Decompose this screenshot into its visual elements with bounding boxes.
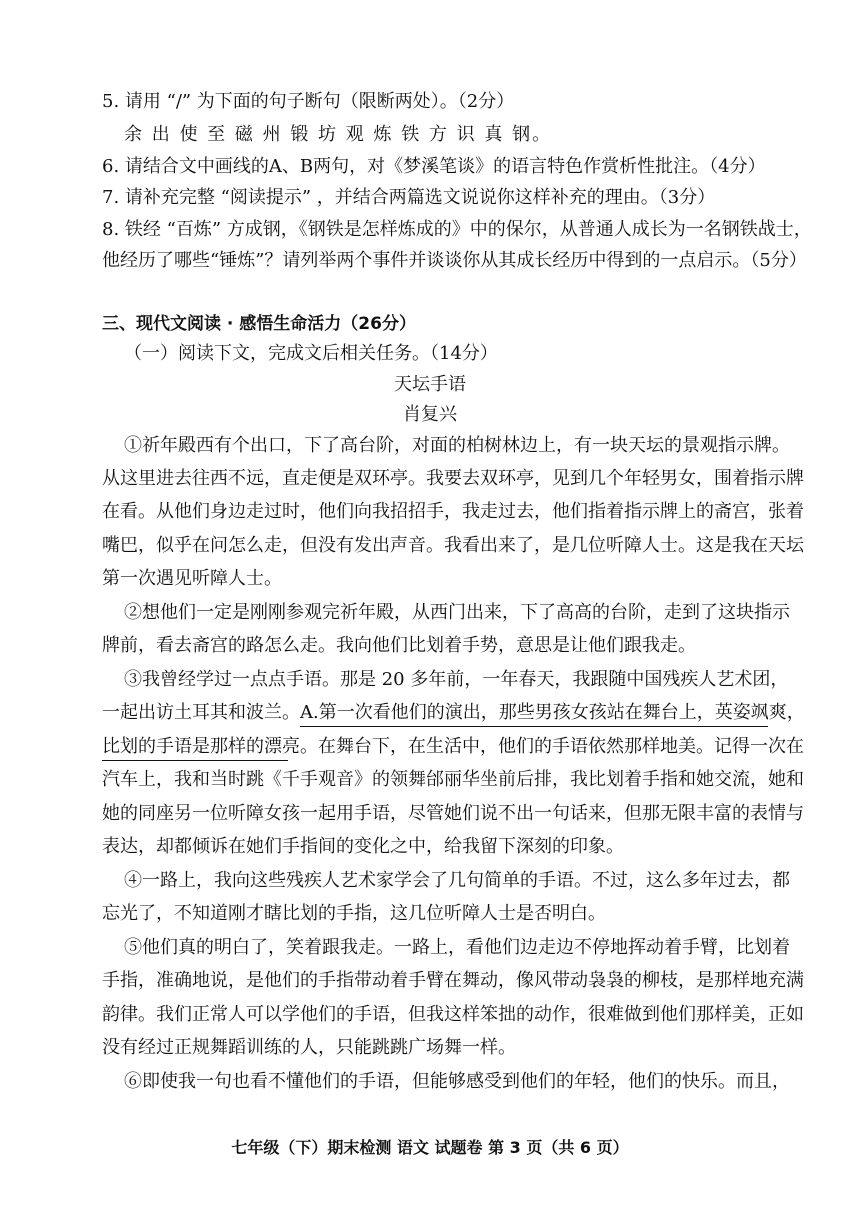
article-author: 肖复兴 — [403, 404, 457, 425]
article-line: ③我曾经学过一点点手语。那是 20 多年前，一年春天，我跟随中国残疾人艺术团， — [124, 669, 789, 690]
question-6: 6. 请结合文中画线的A、B两句，对《梦溪笔谈》的语言特色作赏析性批注。（4分） — [102, 156, 766, 177]
article-line: 手指，准确地说，是他们的手指带动着手臂在舞动，像风带动袅袅的柳枝，是那样地充满 — [102, 970, 804, 991]
question-5: 5. 请用 “/” 为下面的句子断句（限断两处）。（2分） — [102, 91, 515, 112]
article-line: ⑥即使我一句也看不懂他们的手语，但能够感受到他们的年轻，他们的快乐。而且， — [124, 1071, 790, 1092]
article-line: 没有经过正规舞蹈训练的人，只能跳跳广场舞一样。 — [102, 1037, 516, 1058]
article-line: 嘴巴，似乎在问怎么走，但没有发出声音。我看出来了，是几位听障人士。这是我在天坛 — [102, 535, 804, 556]
page-footer: 七年级（下）期末检测 语文 试题卷 第 3 页（共 6 页） — [231, 1138, 629, 1157]
section-subheading: （一）阅读下文，完成文后相关任务。（14分） — [124, 343, 498, 364]
question-5-sentence: 余 出 使 至 磁 州 锻 坊 观 炼 铁 方 识 真 钢。 — [124, 124, 553, 145]
article-line: 汽车上，我和当时跳《千手观音》的领舞邰丽华坐前后排，我比划着手指和她交流，她和 — [102, 769, 804, 790]
article-line: 表达，却都倾诉在她们手指间的变化之中，给我留下深刻的印象。 — [102, 836, 624, 857]
article-line-underlined-a: 一起出访土耳其和波兰。A.第一次看他们的演出，那些男孩女孩站在舞台上，英姿飒爽， — [102, 702, 805, 723]
article-line: 牌前，看去斋宫的路怎么走。我向他们比划着手势，意思是让他们跟我走。 — [102, 635, 696, 656]
article-line: 比划的手语是那样的漂亮。在舞台下，在生活中，他们的手语依然那样地美。记得一次在 — [102, 736, 804, 757]
article-line: 韵律。我们正常人可以学他们的手语，但我这样笨拙的动作，很难做到他们那样美，正如 — [102, 1004, 804, 1025]
article-line: 在看。从他们身边走过时，他们向我招招手，我走过去，他们指着指示牌上的斋宫，张着 — [102, 501, 804, 522]
article-line: 她的同座另一位听障女孩一起用手语，尽管她们说不出一句话来，但那无限丰富的表情与 — [102, 803, 804, 824]
underline-mark — [300, 726, 768, 727]
article-title: 天坛手语 — [394, 374, 466, 395]
article-line: 从这里进去往西不远，直走便是双环亭。我要去双环亭，见到几个年轻男女，围着指示牌 — [102, 468, 804, 489]
question-8-line-2: 他经历了哪些“锤炼”？请列举两个事件并谈谈你从其成长经历中得到的一点启示。（5分） — [102, 250, 807, 271]
article-line: 忘光了，不知道刚才瞎比划的手指，这几位听障人士是否明白。 — [102, 903, 606, 924]
question-8-line-1: 8. 铁经 “百炼” 方成钢，《钢铁是怎样炼成的》中的保尔，从普通人成长为一名钢铁战士， — [102, 219, 812, 240]
article-line: ⑤他们真的明白了，笑着跟我走。一路上，看他们边走边不停地挥动着手臂，比划着 — [124, 937, 790, 958]
article-line: ④一路上，我向这些残疾人艺术家学会了几句简单的手语。不过，这么多年过去，都 — [124, 870, 790, 891]
section-heading: 三、现代文阅读 · 感悟生命活力（26分） — [102, 314, 416, 334]
article-line: 第一次遇见听障人士。 — [102, 568, 282, 589]
question-7: 7. 请补充完整 “阅读提示” ，并结合两篇选文说说你这样补充的理由。（3分） — [102, 187, 716, 208]
underline-mark — [102, 760, 288, 761]
article-line: ②想他们一定是刚刚参观完祈年殿，从西门出来，下了高高的台阶，走到了这块指示 — [124, 602, 790, 623]
article-line: ①祈年殿西有个出口，下了高台阶，对面的柏树林边上，有一块天坛的景观指示牌。 — [124, 435, 790, 456]
